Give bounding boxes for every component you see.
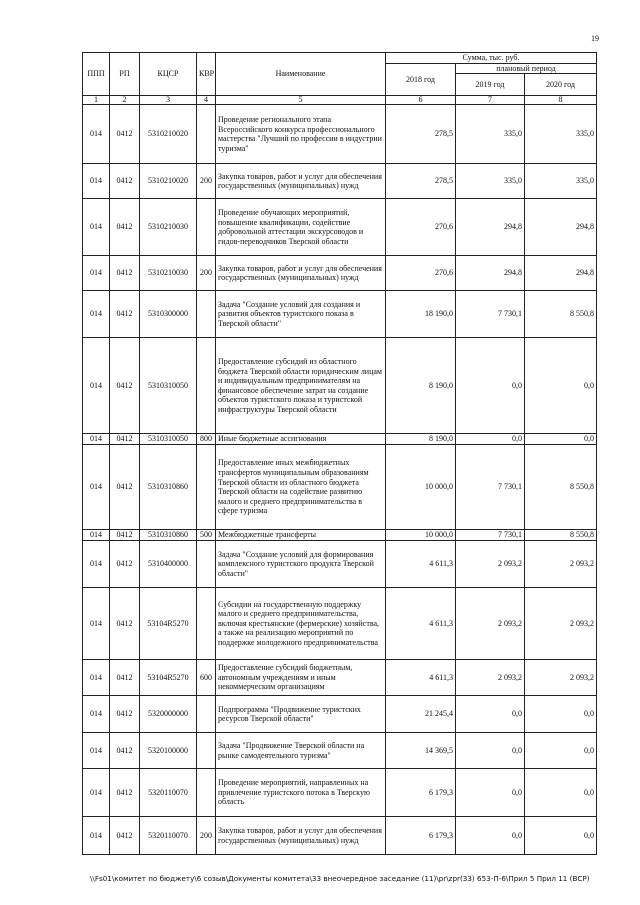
cell-name: Иные бюджетные ассигнования bbox=[216, 434, 386, 445]
cell-2019: 2 093,2 bbox=[456, 541, 525, 588]
cell-ppp: 014 bbox=[83, 338, 110, 434]
cell-kvr bbox=[197, 105, 216, 164]
footer-file-path: \\Fs01\комитет по бюджету\6 созыв\Документы комитета\33 внеочередное заседание (11)\pr\zpr(33) 653-П-6\Прил 5 Прил 11 (ВСР) bbox=[90, 874, 590, 883]
cell-kcsr: 5320000000 bbox=[140, 696, 197, 733]
page-number: 19 bbox=[591, 34, 599, 43]
table-row bbox=[83, 164, 597, 199]
cell-2020: 335,0 bbox=[525, 164, 597, 199]
cell-2019: 0,0 bbox=[456, 733, 525, 769]
cell-2019: 7 730,1 bbox=[456, 445, 525, 530]
cell-ppp: 014 bbox=[83, 434, 110, 445]
cell-2020: 2 093,2 bbox=[525, 660, 597, 696]
cell-2019: 294,8 bbox=[456, 256, 525, 291]
header-name: Наименование bbox=[216, 53, 386, 96]
column-number: 5 bbox=[216, 96, 386, 105]
cell-2020: 2 093,2 bbox=[525, 541, 597, 588]
cell-kcsr: 5310310860 bbox=[140, 445, 197, 530]
cell-2020: 0,0 bbox=[525, 434, 597, 445]
cell-kcsr: 53104R5270 bbox=[140, 660, 197, 696]
cell-2020: 335,0 bbox=[525, 105, 597, 164]
table-row bbox=[83, 338, 597, 434]
cell-ppp: 014 bbox=[83, 733, 110, 769]
cell-2019: 0,0 bbox=[456, 817, 525, 855]
cell-rp: 0412 bbox=[110, 588, 140, 660]
cell-kcsr: 5310310050 bbox=[140, 338, 197, 434]
column-number: 3 bbox=[140, 96, 197, 105]
cell-kcsr: 53104R5270 bbox=[140, 588, 197, 660]
cell-2019: 294,8 bbox=[456, 199, 525, 256]
cell-ppp: 014 bbox=[83, 530, 110, 541]
cell-kcsr: 5320110070 bbox=[140, 769, 197, 817]
cell-kcsr: 5320110070 bbox=[140, 817, 197, 855]
table-header bbox=[83, 53, 597, 105]
table-row bbox=[83, 291, 597, 338]
cell-2018: 270,6 bbox=[386, 199, 456, 256]
cell-kcsr: 5310210020 bbox=[140, 164, 197, 199]
cell-2018: 21 245,4 bbox=[386, 696, 456, 733]
cell-2019: 0,0 bbox=[456, 696, 525, 733]
table-row bbox=[83, 530, 597, 541]
cell-kvr bbox=[197, 199, 216, 256]
cell-ppp: 014 bbox=[83, 541, 110, 588]
cell-kvr: 800 bbox=[197, 434, 216, 445]
cell-2018: 270,6 bbox=[386, 256, 456, 291]
header-2019: 2019 год bbox=[456, 74, 525, 96]
cell-rp: 0412 bbox=[110, 338, 140, 434]
column-number-row bbox=[83, 96, 597, 105]
cell-2020: 8 550,8 bbox=[525, 445, 597, 530]
cell-2020: 294,8 bbox=[525, 199, 597, 256]
table-row bbox=[83, 733, 597, 769]
cell-2019: 2 093,2 bbox=[456, 660, 525, 696]
table-body bbox=[83, 105, 597, 855]
cell-kvr bbox=[197, 696, 216, 733]
cell-kvr bbox=[197, 541, 216, 588]
cell-2020: 8 550,8 bbox=[525, 530, 597, 541]
cell-name: Предоставление субсидий бюджетным, автономным учреждениям и иным некоммерческим организациям bbox=[216, 660, 386, 696]
cell-2019: 7 730,1 bbox=[456, 530, 525, 541]
header-rp: РП bbox=[110, 53, 140, 96]
cell-kcsr: 5320100000 bbox=[140, 733, 197, 769]
cell-2018: 8 190,0 bbox=[386, 434, 456, 445]
cell-name: Подпрограмма "Продвижение туристских ресурсов Тверской области" bbox=[216, 696, 386, 733]
cell-2019: 7 730,1 bbox=[456, 291, 525, 338]
table-row bbox=[83, 588, 597, 660]
cell-ppp: 014 bbox=[83, 199, 110, 256]
cell-ppp: 014 bbox=[83, 769, 110, 817]
header-kcsr: КЦСР bbox=[140, 53, 197, 96]
cell-name: Закупка товаров, работ и услуг для обеспечения государственных (муниципальных) нужд bbox=[216, 256, 386, 291]
cell-kcsr: 5310310860 bbox=[140, 530, 197, 541]
cell-rp: 0412 bbox=[110, 530, 140, 541]
cell-2020: 0,0 bbox=[525, 769, 597, 817]
cell-ppp: 014 bbox=[83, 164, 110, 199]
table-row bbox=[83, 696, 597, 733]
cell-ppp: 014 bbox=[83, 105, 110, 164]
cell-rp: 0412 bbox=[110, 733, 140, 769]
cell-kcsr: 5310210030 bbox=[140, 256, 197, 291]
cell-rp: 0412 bbox=[110, 817, 140, 855]
cell-ppp: 014 bbox=[83, 817, 110, 855]
cell-name: Закупка товаров, работ и услуг для обеспечения государственных (муниципальных) нужд bbox=[216, 817, 386, 855]
cell-ppp: 014 bbox=[83, 445, 110, 530]
cell-kvr bbox=[197, 588, 216, 660]
table-row bbox=[83, 434, 597, 445]
cell-name: Задача "Создание условий для создания и развития объектов туристского показа в Тверской области" bbox=[216, 291, 386, 338]
cell-2018: 6 179,3 bbox=[386, 769, 456, 817]
cell-2019: 0,0 bbox=[456, 434, 525, 445]
cell-kvr: 600 bbox=[197, 660, 216, 696]
cell-kvr: 500 bbox=[197, 530, 216, 541]
table-row bbox=[83, 256, 597, 291]
cell-2020: 0,0 bbox=[525, 696, 597, 733]
cell-2018: 18 190,0 bbox=[386, 291, 456, 338]
cell-ppp: 014 bbox=[83, 588, 110, 660]
cell-name: Субсидии на государственную поддержку малого и среднего предпринимательства, включая крестьянские (фермерские) хозяйства, а также на реализацию мероприятий по поддержке молодежного предпринимательства bbox=[216, 588, 386, 660]
cell-2018: 278,5 bbox=[386, 164, 456, 199]
cell-2018: 4 611,3 bbox=[386, 660, 456, 696]
header-2020: 2020 год bbox=[525, 74, 597, 96]
cell-2018: 10 000,0 bbox=[386, 445, 456, 530]
cell-2020: 0,0 bbox=[525, 817, 597, 855]
cell-2018: 10 000,0 bbox=[386, 530, 456, 541]
table-row bbox=[83, 541, 597, 588]
cell-ppp: 014 bbox=[83, 696, 110, 733]
column-number: 4 bbox=[197, 96, 216, 105]
cell-kcsr: 5310210030 bbox=[140, 199, 197, 256]
cell-2019: 0,0 bbox=[456, 769, 525, 817]
cell-rp: 0412 bbox=[110, 541, 140, 588]
cell-kvr bbox=[197, 338, 216, 434]
cell-rp: 0412 bbox=[110, 199, 140, 256]
cell-rp: 0412 bbox=[110, 291, 140, 338]
header-ppp: ППП bbox=[83, 53, 110, 96]
cell-kvr: 200 bbox=[197, 817, 216, 855]
cell-name: Проведение обучающих мероприятий, повышение квалификации, содействие добровольной аттестации экскурсоводов и гидов-переводчиков Тверской области bbox=[216, 199, 386, 256]
table-row bbox=[83, 445, 597, 530]
cell-2018: 14 369,5 bbox=[386, 733, 456, 769]
header-sum: Сумма, тыс. руб. bbox=[386, 53, 597, 64]
cell-kvr: 200 bbox=[197, 256, 216, 291]
cell-rp: 0412 bbox=[110, 696, 140, 733]
cell-rp: 0412 bbox=[110, 660, 140, 696]
cell-kvr bbox=[197, 733, 216, 769]
cell-rp: 0412 bbox=[110, 769, 140, 817]
cell-2018: 6 179,3 bbox=[386, 817, 456, 855]
column-number: 1 bbox=[83, 96, 110, 105]
cell-2018: 278,5 bbox=[386, 105, 456, 164]
cell-name: Проведение регионального этапа Всероссийского конкурса профессионального мастерства "Лучший по профессии в индустрии туризма" bbox=[216, 105, 386, 164]
cell-kcsr: 5310310050 bbox=[140, 434, 197, 445]
header-kvr: КВР bbox=[197, 53, 216, 96]
cell-rp: 0412 bbox=[110, 445, 140, 530]
cell-2019: 335,0 bbox=[456, 105, 525, 164]
cell-kcsr: 5310400000 bbox=[140, 541, 197, 588]
cell-rp: 0412 bbox=[110, 256, 140, 291]
cell-ppp: 014 bbox=[83, 256, 110, 291]
cell-name: Проведение мероприятий, направленных на привлечение туристского потока в Тверскую область bbox=[216, 769, 386, 817]
header-2018: 2018 год bbox=[386, 63, 456, 96]
cell-2020: 0,0 bbox=[525, 733, 597, 769]
table-row bbox=[83, 105, 597, 164]
cell-2020: 2 093,2 bbox=[525, 588, 597, 660]
cell-2018: 4 611,3 bbox=[386, 541, 456, 588]
cell-2020: 8 550,8 bbox=[525, 291, 597, 338]
cell-2019: 0,0 bbox=[456, 338, 525, 434]
column-number: 6 bbox=[386, 96, 456, 105]
column-number: 7 bbox=[456, 96, 525, 105]
cell-kvr bbox=[197, 291, 216, 338]
cell-name: Закупка товаров, работ и услуг для обеспечения государственных (муниципальных) нужд bbox=[216, 164, 386, 199]
column-number: 8 bbox=[525, 96, 597, 105]
table-row bbox=[83, 660, 597, 696]
cell-2019: 2 093,2 bbox=[456, 588, 525, 660]
cell-2018: 8 190,0 bbox=[386, 338, 456, 434]
cell-ppp: 014 bbox=[83, 291, 110, 338]
cell-2020: 0,0 bbox=[525, 338, 597, 434]
cell-rp: 0412 bbox=[110, 434, 140, 445]
cell-name: Задача "Создание условий для формирования комплексного туристского продукта Тверской области" bbox=[216, 541, 386, 588]
cell-name: Межбюджетные трансферты bbox=[216, 530, 386, 541]
cell-ppp: 014 bbox=[83, 660, 110, 696]
cell-rp: 0412 bbox=[110, 164, 140, 199]
cell-rp: 0412 bbox=[110, 105, 140, 164]
cell-name: Предоставление иных межбюджетных трансфертов муниципальным образованиям Тверской области из областного бюджета Тверской области на содействие развитию малого и среднего предпринимательства в сфере туризма bbox=[216, 445, 386, 530]
table-row bbox=[83, 199, 597, 256]
cell-kcsr: 5310300000 bbox=[140, 291, 197, 338]
cell-kvr bbox=[197, 769, 216, 817]
cell-name: Задача "Продвижение Тверской области на рынке самодеятельного туризма" bbox=[216, 733, 386, 769]
cell-2020: 294,8 bbox=[525, 256, 597, 291]
cell-2018: 4 611,3 bbox=[386, 588, 456, 660]
cell-kvr: 200 bbox=[197, 164, 216, 199]
budget-table bbox=[82, 52, 597, 855]
table-row bbox=[83, 769, 597, 817]
cell-name: Предоставление субсидий из областного бюджета Тверской области юридическим лицам и индивидуальным предпринимателям на финансовое обеспечение затрат на создание объектов туристского показа и туристской инфраструктуры Тверской области bbox=[216, 338, 386, 434]
header-planned-period: плановый период bbox=[456, 63, 597, 74]
cell-2019: 335,0 bbox=[456, 164, 525, 199]
cell-kvr bbox=[197, 445, 216, 530]
table-row bbox=[83, 817, 597, 855]
cell-kcsr: 5310210020 bbox=[140, 105, 197, 164]
column-number: 2 bbox=[110, 96, 140, 105]
